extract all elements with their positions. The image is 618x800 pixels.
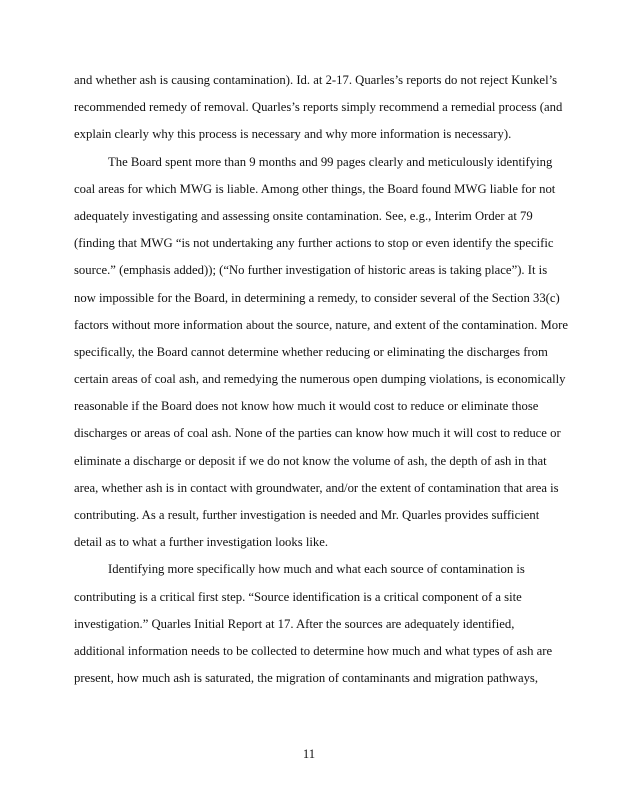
text-line: specifically, the Board cannot determine whether reducing or eliminating the discharges from xyxy=(74,344,548,359)
text-line: area, whether ash is in contact with groundwater, and/or the extent of contamination that area is xyxy=(74,480,559,495)
text-line: source.” (emphasis added)); (“No further investigation of historic areas is taking place”). It is xyxy=(74,263,548,278)
text-line: contributing. As a result, further investigation is needed and Mr. Quarles provides sufficient xyxy=(74,508,540,522)
paragraph-start-line: The Board spent more than 9 months and 99 pages clearly and meticulously identifying xyxy=(108,154,553,169)
text-line: reasonable if the Board does not know how much it would cost to reduce or eliminate those xyxy=(74,399,539,414)
text-line: factors without more information about the source, nature, and extent of the contamination. More xyxy=(74,317,568,332)
text-line: recommended remedy of removal. Quarles’s reports simply recommend a remedial process (and xyxy=(74,100,563,115)
text-line: explain clearly why this process is necessary and why more information is necessary). xyxy=(74,127,512,142)
text-line: coal areas for which MWG is liable. Among other things, the Board found MWG liable for not xyxy=(74,181,556,196)
paragraph-start-line: Identifying more specifically how much and what each source of contamination is xyxy=(108,562,525,577)
text-line: (finding that MWG “is not undertaking any further actions to stop or even identify the specific xyxy=(74,236,554,251)
text-line: additional information needs to be collected to determine how much and what types of ash are xyxy=(74,643,553,658)
text-line: contributing is a critical first step. “Source identification is a critical component of a site xyxy=(74,589,522,604)
text-line: certain areas of coal ash, and remedying the numerous open dumping violations, is economically xyxy=(74,372,566,387)
text-line: now impossible for the Board, in determining a remedy, to consider several of the Section 33(c) xyxy=(74,290,560,305)
text-line: and whether ash is causing contamination). Id. at 2-17. Quarles’s reports do not reject Kunkel’s xyxy=(74,73,558,87)
text-line: discharges or areas of coal ash. None of the parties can know how much it will cost to reduce or xyxy=(74,426,561,441)
text-line: eliminate a discharge or deposit if we do not know the volume of ash, the depth of ash in that xyxy=(74,453,547,468)
text-line: detail as to what a further investigation looks like. xyxy=(74,535,329,550)
text-line: present, how much ash is saturated, the migration of contaminants and migration pathways, xyxy=(74,671,539,686)
body-text xyxy=(74,71,574,696)
text-line: investigation.” Quarles Initial Report at 17. After the sources are adequately identified, xyxy=(74,616,515,631)
page-number: 11 xyxy=(302,747,316,761)
text-line: adequately investigating and assessing onsite contamination. See, e.g., Interim Order at 79 xyxy=(74,208,533,223)
